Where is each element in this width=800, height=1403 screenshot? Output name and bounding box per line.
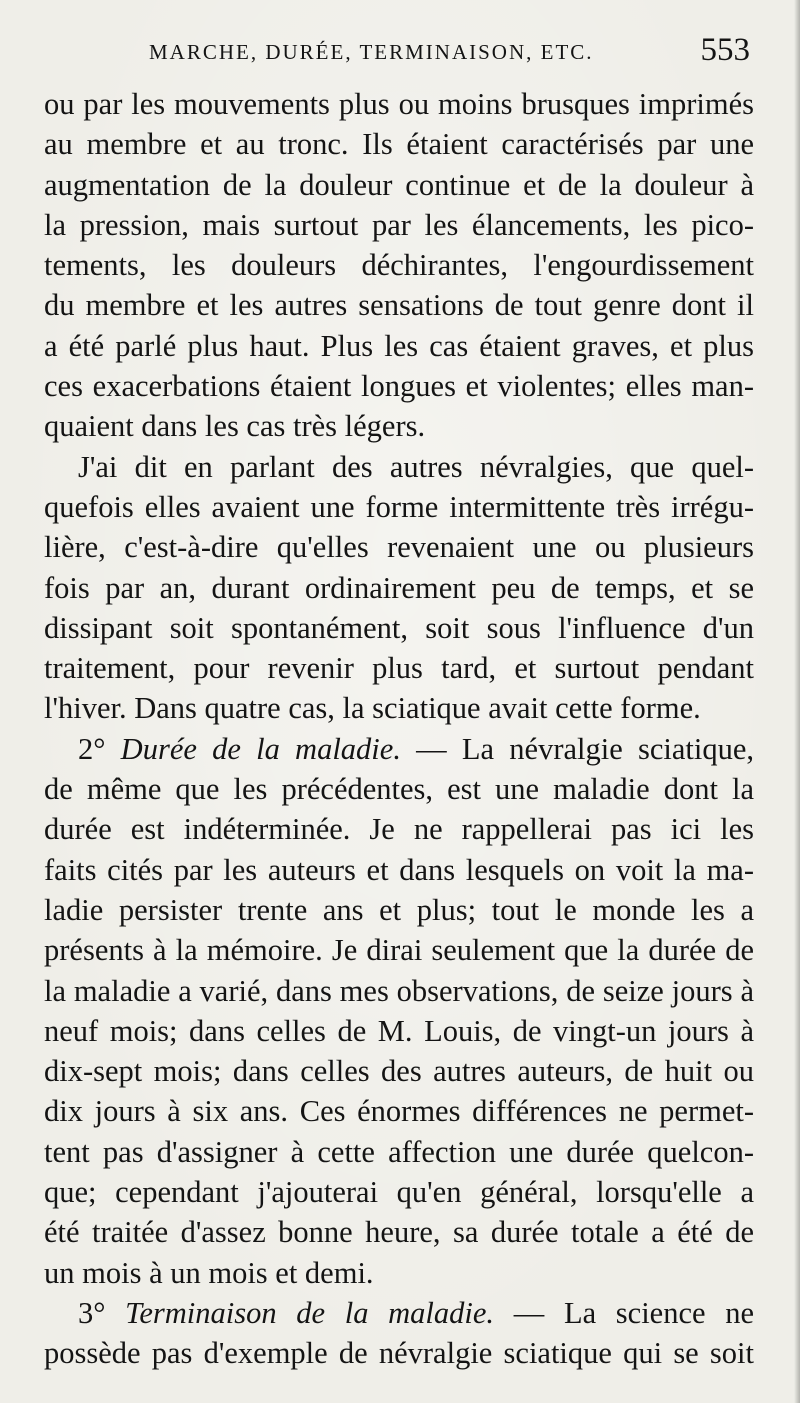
text-line: dix-sept mois; dans celles des autres auteurs, de huit ou: [44, 1054, 754, 1089]
text-line: ladie persister trente ans et plus; tout le monde les a: [44, 892, 754, 927]
section-title: Durée de la maladie.: [120, 731, 401, 766]
text-line: durée est indéterminée. Je ne rappellerai pas ici les: [44, 812, 754, 847]
text-line: de même que les précédentes, est une maladie dont la: [44, 772, 754, 807]
text-line: la maladie a varié, dans mes observations, de seize jours à: [44, 973, 754, 1008]
text-line: au membre et au tronc. Ils étaient caractérisés par une: [44, 127, 754, 162]
page-header: [44, 32, 756, 76]
text-line: l'hiver. Dans quatre cas, la sciatique avait cette forme.: [44, 691, 701, 726]
page-number: 553: [700, 32, 750, 68]
section-number: 3°: [78, 1295, 106, 1330]
text-line: lière, c'est-à-dire qu'elles revenaient une ou plusieurs: [44, 530, 754, 565]
text-line: tent pas d'assigner à cette affection une durée quelcon-: [44, 1134, 754, 1169]
text-line: augmentation de la douleur continue et de la douleur à: [44, 167, 754, 202]
text-line: un mois à un mois et demi.: [44, 1255, 374, 1290]
text-line: présents à la mémoire. Je dirai seulement que la durée de: [44, 933, 754, 968]
page-edge-shadow: [794, 0, 800, 1403]
text-line: tements, les douleurs déchirantes, l'engourdissement: [44, 248, 754, 283]
body-text: [44, 84, 754, 1374]
text-fragment: — La névralgie sciatique,: [416, 731, 754, 766]
section-heading-line: [44, 1293, 754, 1333]
text-line: la pression, mais surtout par les élancements, les pico-: [44, 207, 754, 242]
section-number: 2°: [78, 731, 106, 766]
text-line: été traitée d'assez bonne heure, sa durée totale a été de: [44, 1215, 754, 1250]
text-line: ces exacerbations étaient longues et violentes; elles man-: [44, 369, 754, 404]
text-fragment: — La science ne: [513, 1295, 755, 1330]
text-line: que; cependant j'ajouterai qu'en général, lorsqu'elle a: [44, 1175, 754, 1210]
text-line: fois par an, durant ordinairement peu de temps, et se: [44, 570, 754, 605]
text-line: quefois elles avaient une forme intermittente très irrégu-: [44, 489, 754, 524]
text-line: dissipant soit spontanément, soit sous l'influence d'un: [44, 610, 754, 645]
text-line: a été parlé plus haut. Plus les cas étaient graves, et plus: [44, 328, 754, 363]
text-line: dix jours à six ans. Ces énormes différences ne permet-: [44, 1094, 754, 1129]
text-line: du membre et les autres sensations de tout genre dont il: [44, 288, 754, 323]
text-line: ou par les mouvements plus ou moins brusques imprimés: [44, 87, 754, 121]
text-line: possède pas d'exemple de névralgie sciatique qui se soit: [44, 1336, 754, 1371]
section-heading-line: [44, 729, 754, 769]
running-head: MARCHE, DURÉE, TERMINAISON, ETC.: [149, 40, 594, 64]
text-line: neuf mois; dans celles de M. Louis, de vingt-un jours à: [44, 1013, 754, 1048]
text-line: quaient dans les cas très légers.: [44, 409, 426, 444]
text-line: traitement, pour revenir plus tard, et surtout pendant: [44, 651, 754, 686]
text-line: faits cités par les auteurs et dans lesquels on voit la ma-: [44, 852, 754, 887]
section-title: Terminaison de la maladie.: [125, 1295, 495, 1330]
text-line: J'ai dit en parlant des autres névralgies, que quel-: [78, 449, 754, 484]
